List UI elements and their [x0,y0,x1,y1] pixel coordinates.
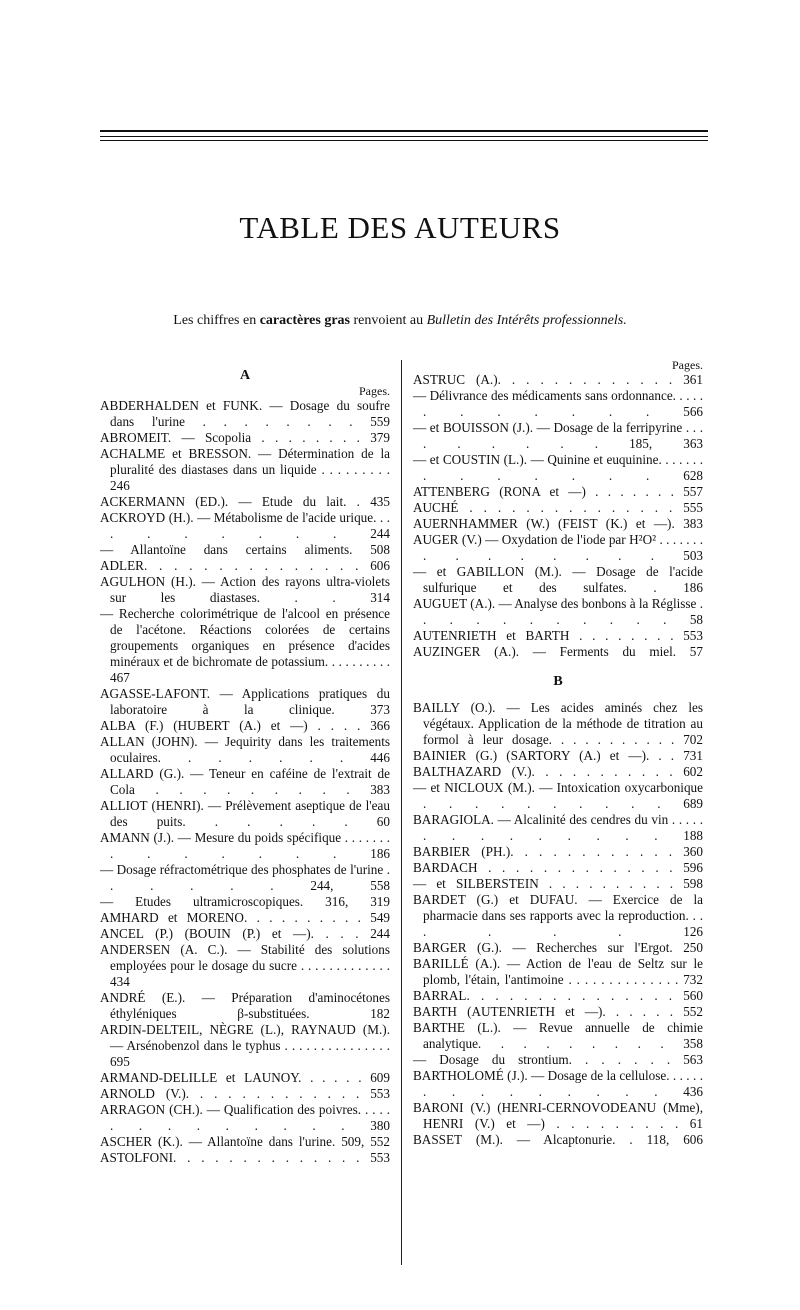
section-letter-a: A [239,368,251,383]
index-entry: ARNOLD (V.). . . . . . . . . . . . . 553 [100,1086,390,1101]
index-entry: BARDET (G.) et DUFAU. — Exercice de la pharmacie dans ses rapports avec la reproduction. . . . . . . 126 [413,892,703,939]
index-entry: AGULHON (H.). — Action des rayons ultra-violets sur les diastases. . . 314 [100,574,390,605]
index-entry: ABROMEIT. — Scopolia . . . . . . . . 379 [100,430,390,445]
index-entry: ASTRUC (A.). . . . . . . . . . . . . 361 [413,372,703,387]
index-entry: BARTHE (L.). — Revue annuelle de chimie analytique. . . . . . . . . 358 [413,1020,703,1051]
index-entry: ARDIN-DELTEIL, NÈGRE (L.), RAYNAUD (M.). — Arsénobenzol dans le typhus . . . . . . . . . . . . . . . 695 [100,1022,390,1069]
index-entry: ATTENBERG (RONA et —) . . . . . . . 557 [413,484,703,499]
index-entry: ARMAND-DELILLE et LAUNOY. . . . . . 609 [100,1070,390,1085]
top-rule-1 [100,130,708,132]
pages-header-left: Pages. [359,384,390,398]
top-rule-2 [100,136,708,137]
index-entry: ASCHER (K.). — Allantoïne dans l'urine. 509, 552 [100,1134,390,1149]
index-entry: ALBA (F.) (HUBERT (A.) et —) . . . . 366 [100,718,390,733]
index-entry: ACHALME et BRESSON. — Détermination de la pluralité des diastases dans un liquide . . . . . . . . . 246 [100,446,390,493]
page-title: TABLE DES AUTEURS [239,210,561,245]
index-entry: BARAGIOLA. — Alcalinité des cendres du vin . . . . . . . . . . . . . . 188 [413,812,703,843]
index-entry: BARTH (AUTENRIETH et —). . . . . . 552 [413,1004,703,1019]
index-entry: BARONI (V.) (HENRI-CERNOVODEANU (Mme), HENRI (V.) et —) . . . . . . . . . 61 [413,1100,703,1131]
index-entry: — et NICLOUX (M.). — Intoxication oxycarbonique . . . . . . . . . . 689 [413,780,703,811]
subtitle-italic: Bulletin des Intérêts professionnels. [426,313,627,328]
index-entry: BARGER (G.). — Recherches sur l'Ergot. 250 [413,940,703,955]
index-entry: AMHARD et MORENO. . . . . . . . . . 549 [100,910,390,925]
index-entry: BARTHOLOMÉ (J.). — Dosage de la cellulose. . . . . . . . . . . . . . . 436 [413,1068,703,1099]
top-rule-3 [100,140,708,141]
index-entry: — Dosage du strontium. . . . . . . 563 [413,1052,703,1067]
index-entry: AUZINGER (A.). — Ferments du miel. 57 [413,644,703,659]
index-entry: — Dosage réfractométrique des phosphates de l'urine . . . . . . 244, 558 [100,862,390,893]
left-entry-list [100,398,390,1166]
index-entry: ANDERSEN (A. C.). — Stabilité des solutions employées pour le dosage du sucre . . . . . . . . . . . . . 434 [100,942,390,989]
index-entry: — et SILBERSTEIN . . . . . . . . . . 598 [413,876,703,891]
subtitle-bold: caractères gras [259,313,351,328]
index-entry: — et COUSTIN (L.). — Quinine et euquinine. . . . . . . . . . . . . . 628 [413,452,703,483]
index-entry: ACKROYD (H.). — Métabolisme de l'acide urique. . . . . . . . . . 244 [100,510,390,541]
index-entry: BAILLY (O.). — Les acides aminés chez les végétaux. Application de la méthode de titration au formol à leur dosage. . . . . . . . . . . 702 [413,700,703,747]
right-column [413,358,703,1148]
index-entry: ABDERHALDEN et FUNK. — Dosage du soufre dans l'urine . . . . . . . . 559 [100,398,390,429]
index-entry: BARILLÉ (A.). — Action de l'eau de Seltz sur le plomb, l'étain, l'antimoine . . . . . . . . . . . . . . 732 [413,956,703,987]
index-entry: BAINIER (G.) (SARTORY (A.) et —). . . 731 [413,748,703,763]
index-entry: AUGER (V.) — Oxydation de l'iode par H²O² . . . . . . . . . . . . . . . 503 [413,532,703,563]
index-entry: AUTENRIETH et BARTH . . . . . . . . 553 [413,628,703,643]
index-entry: ALLIOT (HENRI). — Prélèvement aseptique de l'eau des puits. . . . . . 60 [100,798,390,829]
subtitle [0,313,800,329]
index-entry: AUGUET (A.). — Analyse des bonbons à la Réglisse . . . . . . . . . . . 58 [413,596,703,627]
index-entry: AUCHÉ . . . . . . . . . . . . . . . 555 [413,500,703,515]
right-entry-list-a [413,372,703,660]
subtitle-part2: renvoient au [353,313,424,328]
subtitle-part1: Les chiffres en [173,313,257,328]
index-entry: BARDACH . . . . . . . . . . . . . . 596 [413,860,703,875]
index-entry: ASTOLFONI. . . . . . . . . . . . . . 553 [100,1150,390,1165]
index-entry: BARBIER (PH.). . . . . . . . . . . . 360 [413,844,703,859]
left-column [100,368,390,1166]
index-entry: ALLARD (G.). — Teneur en caféine de l'extrait de Cola . . . . . . . . . 383 [100,766,390,797]
index-entry: ARRAGON (CH.). — Qualification des poivres. . . . . . . . . . . . . . 380 [100,1102,390,1133]
index-entry: BALTHAZARD (V.). . . . . . . . . . . 602 [413,764,703,779]
index-entry: AMANN (J.). — Mesure du poids spécifique . . . . . . . . . . . . . . 186 [100,830,390,861]
index-entry: BARRAL. . . . . . . . . . . . . . . 560 [413,988,703,1003]
index-entry: — et GABILLON (M.). — Dosage de l'acide sulfurique et des sulfates. . 186 [413,564,703,595]
index-entry: AUERNHAMMER (W.) (FEIST (K.) et —). 383 [413,516,703,531]
index-entry: ALLAN (JOHN). — Jequirity dans les traitements oculaires. . . . . . . 446 [100,734,390,765]
right-entry-list-b [413,700,703,1148]
index-entry: BASSET (M.). — Alcaptonurie. . 118, 606 [413,1132,703,1147]
index-entry: — Allantoïne dans certains aliments. 508 [100,542,390,557]
index-entry: ANDRÉ (E.). — Préparation d'aminocétones éthyléniques β-substituées. 182 [100,990,390,1021]
index-entry: ADLER. . . . . . . . . . . . . . . 606 [100,558,390,573]
index-entry: — Etudes ultramicroscopiques. 316, 319 [100,894,390,909]
column-divider [401,360,402,1265]
section-letter-b: B [553,674,563,689]
index-entry: — Recherche colorimétrique de l'alcool en présence de l'acétone. Réactions colorées de certains groupements organiques en présence d'acides minéraux et de bichromate de potassium. . . . . . . . . . 467 [100,606,390,685]
index-entry: — Délivrance des médicaments sans ordonnance. . . . . . . . . . . . 566 [413,388,703,419]
pages-header-right: Pages. [672,358,703,372]
index-entry: — et BOUISSON (J.). — Dosage de la ferripyrine . . . . . . . . . 185, 363 [413,420,703,451]
index-entry: AGASSE-LAFONT. — Applications pratiques du laboratoire à la clinique. 373 [100,686,390,717]
index-entry: ACKERMANN (ED.). — Etude du lait. . 435 [100,494,390,509]
index-entry: ANCEL (P.) (BOUIN (P.) et —). . . . 244 [100,926,390,941]
